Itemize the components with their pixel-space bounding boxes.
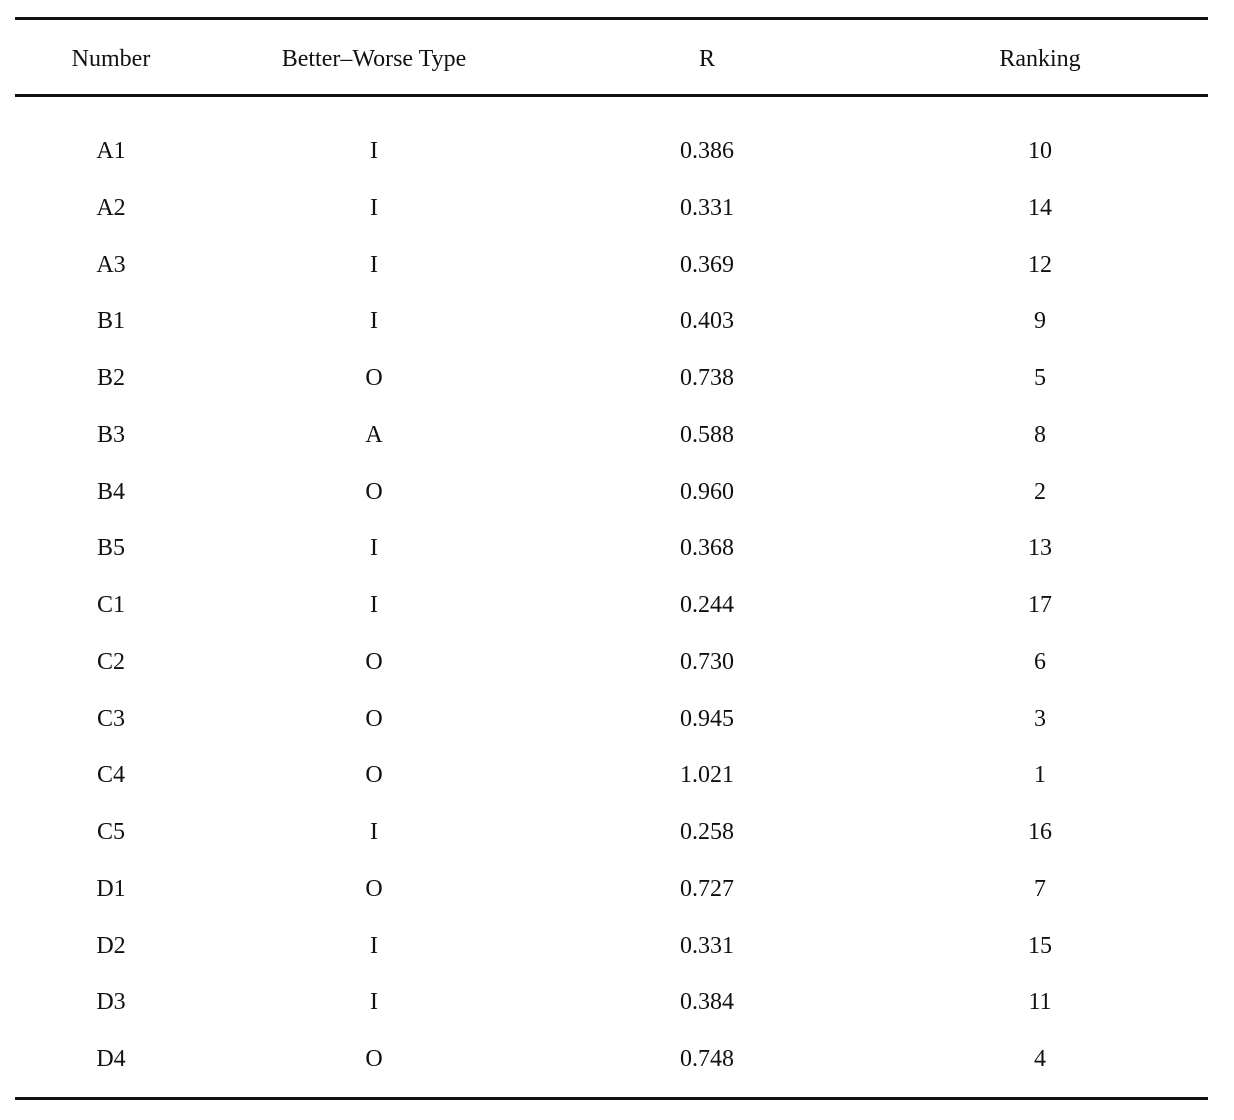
type-cell: A — [365, 422, 383, 448]
column-header-number: Number — [71, 46, 151, 72]
r-value-cell: 0.244 — [680, 592, 734, 618]
ranking-cell: 12 — [1028, 252, 1052, 278]
type-cell: O — [365, 706, 383, 732]
ranking-cell: 1 — [1034, 762, 1046, 788]
type-cell: I — [370, 819, 378, 845]
type-cell: O — [365, 762, 383, 788]
column-header-better-worse-type: Better–Worse Type — [281, 46, 467, 72]
number-cell: D2 — [96, 933, 126, 959]
type-cell: I — [370, 138, 378, 164]
r-value-cell: 0.403 — [680, 308, 734, 334]
number-cell: A2 — [96, 195, 126, 221]
r-value-cell: 1.021 — [680, 762, 734, 788]
r-value-cell: 0.945 — [680, 706, 734, 732]
type-cell: I — [370, 195, 378, 221]
ranking-cell: 17 — [1028, 592, 1052, 618]
column-header-ranking: Ranking — [999, 46, 1081, 72]
number-cell: B4 — [96, 479, 126, 505]
ranking-cell: 3 — [1034, 706, 1046, 732]
r-value-cell: 0.384 — [680, 989, 734, 1015]
number-cell: C1 — [96, 592, 126, 618]
ranking-cell: 7 — [1034, 876, 1046, 902]
r-value-cell: 0.369 — [680, 252, 734, 278]
type-cell: I — [370, 308, 378, 334]
ranking-cell: 6 — [1034, 649, 1046, 675]
r-value-cell: 0.331 — [680, 933, 734, 959]
r-value-cell: 0.386 — [680, 138, 734, 164]
r-value-cell: 0.727 — [680, 876, 734, 902]
r-value-cell: 0.368 — [680, 535, 734, 561]
type-cell: I — [370, 592, 378, 618]
type-cell: O — [365, 1046, 383, 1072]
type-cell: O — [365, 876, 383, 902]
ranking-cell: 4 — [1034, 1046, 1046, 1072]
table-bottom-rule — [15, 1097, 1208, 1100]
r-value-cell: 0.960 — [680, 479, 734, 505]
table-top-rule — [15, 17, 1208, 20]
number-cell: B5 — [96, 535, 126, 561]
number-cell: C5 — [96, 819, 126, 845]
ranking-cell: 14 — [1028, 195, 1052, 221]
type-cell: O — [365, 365, 383, 391]
number-cell: D1 — [96, 876, 126, 902]
type-cell: O — [365, 649, 383, 675]
type-cell: I — [370, 535, 378, 561]
number-cell: B1 — [96, 308, 126, 334]
type-cell: O — [365, 479, 383, 505]
r-value-cell: 0.331 — [680, 195, 734, 221]
r-value-cell: 0.738 — [680, 365, 734, 391]
ranking-cell: 16 — [1028, 819, 1052, 845]
column-header-r: R — [698, 46, 716, 72]
ranking-cell: 2 — [1034, 479, 1046, 505]
ranking-cell: 15 — [1028, 933, 1052, 959]
number-cell: A3 — [96, 252, 126, 278]
ranking-cell: 5 — [1034, 365, 1046, 391]
ranking-cell: 9 — [1034, 308, 1046, 334]
ranking-cell: 8 — [1034, 422, 1046, 448]
number-cell: D4 — [96, 1046, 126, 1072]
type-cell: I — [370, 252, 378, 278]
r-value-cell: 0.730 — [680, 649, 734, 675]
number-cell: B2 — [96, 365, 126, 391]
r-value-cell: 0.588 — [680, 422, 734, 448]
r-value-cell: 0.748 — [680, 1046, 734, 1072]
number-cell: B3 — [96, 422, 126, 448]
type-cell: I — [370, 933, 378, 959]
number-cell: A1 — [96, 138, 126, 164]
ranking-cell: 10 — [1028, 138, 1052, 164]
type-cell: I — [370, 989, 378, 1015]
ranking-cell: 13 — [1028, 535, 1052, 561]
table-header-rule — [15, 94, 1208, 97]
number-cell: C2 — [96, 649, 126, 675]
r-value-cell: 0.258 — [680, 819, 734, 845]
number-cell: C4 — [96, 762, 126, 788]
number-cell: D3 — [96, 989, 126, 1015]
ranking-cell: 11 — [1028, 989, 1052, 1015]
number-cell: C3 — [96, 706, 126, 732]
